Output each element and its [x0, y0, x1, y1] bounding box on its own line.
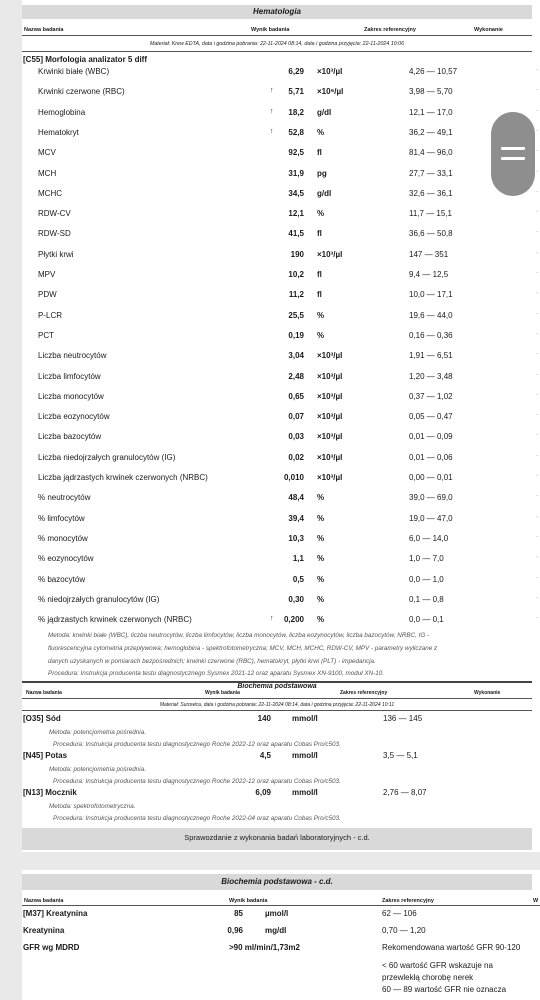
- reference-range: 0,0 — 0,1: [409, 615, 444, 625]
- page-edge-mark: ·: [536, 574, 538, 581]
- reference-range: 27,7 — 33,1: [409, 168, 453, 178]
- page-edge-mark: ·: [536, 513, 538, 520]
- method-note: Metoda: spektrofotometryczna.: [49, 803, 136, 810]
- table-row: [0, 392, 540, 412]
- col-header-result: Wynik badania: [205, 690, 240, 696]
- table-row: [0, 169, 540, 189]
- result-value: 41,5: [288, 229, 304, 239]
- col-header-name: Nazwa badania: [24, 898, 64, 904]
- result-unit: ×10⁶/µl: [317, 87, 344, 97]
- result-unit: %: [317, 594, 325, 604]
- gfr-note: przewlekłą chorobę nerek: [382, 973, 474, 982]
- reference-range: 10,0 — 17,1: [409, 290, 453, 300]
- result-value: 0,19: [288, 330, 304, 340]
- result-value: 10,2: [288, 270, 304, 279]
- reference-range: 1,20 — 3,48: [409, 371, 453, 381]
- page-edge-mark: ·: [536, 87, 538, 94]
- result-unit: mg/dl: [265, 926, 287, 935]
- result-value: 39,4: [288, 513, 304, 523]
- reference-range: 19,0 — 47,0: [409, 513, 453, 523]
- result-value: 0,02: [288, 452, 304, 462]
- test-name: Krwinki białe (WBC): [38, 67, 110, 76]
- result-unit: %: [317, 554, 325, 564]
- table-row: [0, 128, 540, 148]
- method-note: fluorescencyjna cytometria przepływowa; hemoglobina - spektrofotometryczna; MCV, MCH, MCHC, RDW-CV, MPV - parametry wyliczane z: [48, 645, 438, 652]
- divider: [22, 51, 532, 52]
- table-row: [0, 412, 540, 432]
- reference-range: 147 — 351: [409, 249, 449, 259]
- reference-range: 19,6 — 44,0: [409, 310, 453, 320]
- divider: [22, 710, 532, 711]
- result-value: 0,96: [227, 926, 243, 935]
- test-name: PDW: [38, 290, 57, 300]
- result-unit: %: [317, 533, 325, 543]
- result-value: 3,04: [288, 351, 304, 361]
- table-row: [0, 250, 540, 270]
- page-edge-mark: ·: [536, 351, 538, 358]
- result-value: 0,010: [283, 473, 304, 482]
- result-unit: %: [317, 310, 325, 320]
- result-unit: µmol/l: [265, 909, 289, 918]
- page-edge-mark: ·: [536, 310, 538, 317]
- table-row: [0, 372, 540, 392]
- test-name: % niedojrzałych granulocytów (IG): [38, 594, 160, 604]
- page-edge-mark: ·: [536, 168, 538, 175]
- handle-grip-icon: [501, 157, 525, 160]
- result-unit: %: [317, 127, 325, 137]
- page-edge-mark: ·: [536, 67, 538, 73]
- page-edge-mark: ·: [536, 412, 538, 419]
- result-value: 92,5: [288, 148, 304, 158]
- table-row: [0, 351, 540, 371]
- result-unit: pg: [317, 168, 327, 178]
- result-unit: ×10³/µl: [317, 371, 343, 381]
- result-value: 6,09: [255, 788, 271, 797]
- col-header-result: Wynik badania: [229, 898, 268, 904]
- method-note: Metoda: krwinki białe (WBC), liczba neutrocytów, liczba limfocytów, liczba monocytów, liczba eozynocytów, liczba bazocytów, NRBC, IG -: [48, 632, 430, 639]
- abnormal-flag: ↑: [270, 107, 274, 115]
- test-name: Krwinki czerwone (RBC): [38, 87, 125, 97]
- group-title: [C55] Morfologia analizator 5 diff: [23, 55, 148, 64]
- result-value: 190: [290, 249, 304, 259]
- test-name: % monocytów: [38, 533, 88, 543]
- test-name: % limfocytów: [38, 513, 85, 523]
- result-unit: fl: [317, 290, 322, 300]
- result-value: 52,8: [288, 127, 304, 137]
- table-row: [0, 290, 540, 310]
- result-unit: %: [317, 493, 325, 503]
- page-edge-mark: ·: [536, 229, 538, 236]
- page-edge-mark: ·: [536, 107, 538, 114]
- reference-range: 32,6 — 36,1: [409, 188, 453, 198]
- page-edge-mark: ·: [536, 270, 538, 276]
- result-unit: fl: [317, 148, 322, 158]
- result-value: 6,29: [288, 67, 304, 76]
- reference-range: 12,1 — 17,0: [409, 107, 453, 117]
- table-row: [0, 595, 540, 615]
- reference-range: 0,0 — 1,0: [409, 574, 444, 584]
- col-header-done: W: [533, 898, 539, 904]
- section-title: Biochemia podstawowa - c.d.: [221, 877, 333, 886]
- result-value: 85: [234, 909, 243, 918]
- result-value: 18,2: [288, 107, 304, 117]
- reference-range: 36,2 — 49,1: [409, 127, 453, 137]
- col-header-ref: Zakres referencyjny: [382, 898, 434, 904]
- reference-range: 0,00 — 0,01: [409, 473, 453, 482]
- section-title: Biochemia podstawowa: [237, 683, 317, 689]
- result-unit: ×10³/µl: [317, 452, 343, 462]
- table-row: [0, 453, 540, 473]
- result-unit: ×10³/µl: [317, 67, 343, 76]
- gfr-note: < 60 wartość GFR wskazuje na: [382, 961, 493, 970]
- col-header-name: Nazwa badania: [24, 27, 64, 33]
- procedure-note: Procedura: Instrukcja producenta testu diagnostycznego Sysmex 2021-12 oraz aparatu Sysmex XN-9100, moduł XN-10.: [48, 670, 385, 677]
- test-name: Liczba bazocytów: [38, 432, 102, 442]
- material-info: Materiał: Krew EDTA, data i godzina pobrania: 22-11-2024 08:14, data i godzina przyjęcia: 22-11-2024 10:06: [149, 41, 405, 47]
- result-value: 4,5: [259, 751, 271, 760]
- reference-range: 0,70 — 1,20: [382, 926, 426, 935]
- test-name: [N45] Potas: [23, 751, 68, 760]
- page-edge-mark: ·: [536, 554, 538, 561]
- reference-range: 0,37 — 1,02: [409, 391, 453, 401]
- reference-range: 62 — 106: [382, 909, 417, 918]
- test-name: MCV: [38, 148, 56, 158]
- col-header-done: Wykonanie: [474, 690, 501, 696]
- test-name: P-LCR: [38, 310, 63, 320]
- result-unit: %: [317, 330, 325, 340]
- method-note: Metoda: potencjometria pośrednia.: [49, 766, 146, 773]
- test-name: MCH: [38, 168, 57, 178]
- test-name: [O35] Sód: [23, 714, 61, 723]
- test-name: RDW-CV: [38, 209, 71, 219]
- test-name: [M37] Kreatynina: [23, 909, 88, 918]
- result-value: 5,71: [288, 87, 304, 97]
- result-value: 1,1: [292, 554, 304, 564]
- result-value: 11,2: [288, 290, 304, 300]
- reference-range: 81,4 — 96,0: [409, 148, 453, 158]
- result-unit: ×10³/µl: [317, 473, 343, 482]
- method-note: danych uzyskanych w pomiarach bezpośrednich; krwinki czerwone (RBC), hematokryt, płytki krwi (PLT) - impedancja.: [48, 658, 376, 665]
- procedure-note: Procedura: Instrukcja producenta testu diagnostycznego Roche 2022-12 oraz aparatu Cobas Pro/c503.: [53, 778, 341, 785]
- reference-range: 39,0 — 69,0: [409, 493, 453, 503]
- scroll-handle[interactable]: [491, 112, 535, 196]
- test-name: Liczba monocytów: [38, 391, 104, 401]
- gfr-note: 60 — 89 wartość GFR nie oznacza: [382, 985, 507, 994]
- result-unit: ×10³/µl: [317, 432, 343, 442]
- page-edge-mark: ·: [536, 432, 538, 439]
- result-value: 31,9: [288, 168, 304, 178]
- reference-range: 0,01 — 0,06: [409, 452, 453, 462]
- abnormal-flag: ↑: [270, 87, 274, 95]
- result-unit: %: [317, 615, 325, 625]
- procedure-note: Procedura: Instrukcja producenta testu diagnostycznego Roche 2022-12 oraz aparatu Cobas Pro/c503.: [53, 741, 341, 748]
- test-name: % bazocytów: [38, 574, 86, 584]
- page-edge-mark: ·: [536, 290, 538, 297]
- result-unit: ×10³/µl: [317, 351, 343, 361]
- result-value: 0,5: [292, 574, 304, 584]
- table-row: [0, 148, 540, 168]
- table-row: [0, 311, 540, 331]
- result-unit: g/dl: [317, 107, 332, 117]
- page-edge-mark: ·: [536, 249, 538, 256]
- test-name: Hemoglobina: [38, 107, 86, 117]
- result-value: >90 ml/min/1,73m2: [229, 943, 300, 952]
- abnormal-flag: ↑: [270, 615, 274, 623]
- col-header-ref: Zakres referencyjny: [340, 690, 388, 696]
- table-row: [0, 432, 540, 452]
- test-name: Liczba eozynocytów: [38, 412, 110, 422]
- table-row: [0, 473, 540, 493]
- reference-range: Rekomendowana wartość GFR 90-120: [382, 943, 521, 952]
- result-value: 48,4: [288, 493, 304, 503]
- procedure-note: Procedura: Instrukcja producenta testu diagnostycznego Roche 2022-04 oraz aparatu Cobas Pro/c503.: [53, 815, 341, 822]
- section-title: Hematologia: [252, 7, 301, 16]
- page-edge-mark: ·: [536, 209, 538, 216]
- reference-range: 3,5 — 5,1: [383, 751, 418, 760]
- test-name: Liczba jądrzastych krwinek czerwonych (NRBC): [38, 473, 208, 482]
- page-edge-mark: ·: [536, 594, 538, 601]
- test-name: Kreatynina: [23, 926, 65, 935]
- table-row: [0, 209, 540, 229]
- reference-range: 1,91 — 6,51: [409, 351, 453, 361]
- col-header-ref: Zakres referencyjny: [364, 27, 416, 33]
- test-name: Hematokryt: [38, 127, 79, 137]
- test-name: Liczba limfocytów: [38, 371, 101, 381]
- table-row: [0, 67, 540, 87]
- page-edge-mark: ·: [536, 615, 538, 622]
- result-value: 140: [257, 714, 271, 723]
- reference-range: 136 — 145: [383, 714, 423, 723]
- page-edge-mark: ·: [536, 493, 538, 500]
- page-edge-mark: ·: [536, 371, 538, 378]
- abnormal-flag: ↑: [270, 127, 274, 135]
- result-unit: mmol/l: [292, 714, 318, 723]
- reference-range: 9,4 — 12,5: [409, 270, 449, 279]
- table-row: [0, 534, 540, 554]
- method-note: Metoda: potencjometria pośrednia.: [49, 729, 146, 736]
- reference-range: 36,6 — 50,8: [409, 229, 453, 239]
- result-unit: g/dl: [317, 188, 332, 198]
- table-row: [0, 270, 540, 290]
- test-name: MCHC: [38, 188, 62, 198]
- material-info: Materiał: Surowica, data i godzina pobrania: 22-11-2024 08:14, data i godzina przyjęcia: 22-11-2024 10:11: [159, 702, 395, 708]
- reference-range: 0,1 — 0,8: [409, 594, 444, 604]
- result-unit: ×10³/µl: [317, 412, 343, 422]
- divider: [22, 35, 532, 36]
- test-name: Liczba neutrocytów: [38, 351, 107, 361]
- page-edge-mark: ·: [536, 148, 538, 155]
- table-row: [0, 87, 540, 107]
- table-row: [0, 331, 540, 351]
- reference-range: 2,76 — 8,07: [383, 788, 427, 797]
- test-name: RDW-SD: [38, 229, 71, 239]
- result-value: 25,5: [288, 310, 304, 320]
- page-edge-mark: ·: [536, 473, 538, 479]
- result-unit: fl: [317, 229, 322, 239]
- table-row: [0, 229, 540, 249]
- result-unit: fl: [317, 270, 322, 279]
- result-unit: ×10³/µl: [317, 391, 343, 401]
- result-value: 34,5: [288, 188, 304, 198]
- test-name: % eozynocytów: [38, 554, 94, 564]
- test-name: GFR wg MDRD: [23, 943, 80, 952]
- test-name: Liczba niedojrzałych granulocytów (IG): [38, 452, 176, 462]
- test-name: MPV: [38, 270, 56, 279]
- table-row: [0, 189, 540, 209]
- page-edge-mark: ·: [536, 533, 538, 540]
- reference-range: 0,05 — 0,47: [409, 412, 453, 422]
- result-value: 0,03: [288, 432, 304, 442]
- test-name: % neutrocytów: [38, 493, 91, 503]
- result-unit: %: [317, 209, 325, 219]
- col-header-name: Nazwa badania: [26, 690, 62, 696]
- reference-range: 11,7 — 15,1: [409, 209, 452, 219]
- result-value: 0,200: [283, 615, 304, 625]
- reference-range: 1,0 — 7,0: [409, 554, 444, 564]
- reference-range: 6,0 — 14,0: [409, 533, 449, 543]
- result-unit: mmol/l: [292, 788, 318, 797]
- handle-grip-icon: [501, 147, 525, 150]
- table-row: [0, 554, 540, 574]
- col-header-result: Wynik badania: [251, 27, 290, 33]
- result-value: 0,65: [288, 391, 304, 401]
- result-unit: %: [317, 574, 325, 584]
- result-value: 10,3: [288, 533, 304, 543]
- result-value: 12,1: [288, 209, 304, 219]
- report-footer: Sprawozdanie z wykonania badań laboratoryjnych - c.d.: [184, 833, 370, 842]
- page-edge-mark: ·: [536, 391, 538, 398]
- test-name: PCT: [38, 330, 54, 340]
- table-row: [0, 108, 540, 128]
- table-row: [0, 575, 540, 595]
- col-header-done: Wykonanie: [474, 27, 503, 33]
- result-unit: ×10³/µl: [317, 249, 343, 259]
- test-name: Płytki krwi: [38, 249, 74, 259]
- reference-range: 0,01 — 0,09: [409, 432, 453, 442]
- divider: [22, 698, 532, 699]
- page-edge-mark: ·: [536, 188, 538, 195]
- table-row: [0, 514, 540, 534]
- table-row: [0, 493, 540, 513]
- page-edge-mark: ·: [536, 330, 538, 337]
- result-value: 0,30: [288, 594, 304, 604]
- page-edge-mark: ·: [536, 452, 538, 459]
- result-unit: mmol/l: [292, 751, 318, 760]
- result-value: 0,07: [288, 412, 304, 422]
- reference-range: 0,16 — 0,36: [409, 330, 453, 340]
- test-name: % jądrzastych krwinek czerwonych (NRBC): [38, 615, 192, 625]
- reference-range: 4,26 — 10,57: [409, 67, 458, 76]
- result-unit: %: [317, 513, 325, 523]
- result-value: 2,48: [288, 371, 304, 381]
- page-edge-mark: ·: [536, 127, 538, 134]
- reference-range: 3,98 — 5,70: [409, 87, 453, 97]
- test-name: [N13] Mocznik: [23, 788, 77, 797]
- divider: [22, 905, 540, 906]
